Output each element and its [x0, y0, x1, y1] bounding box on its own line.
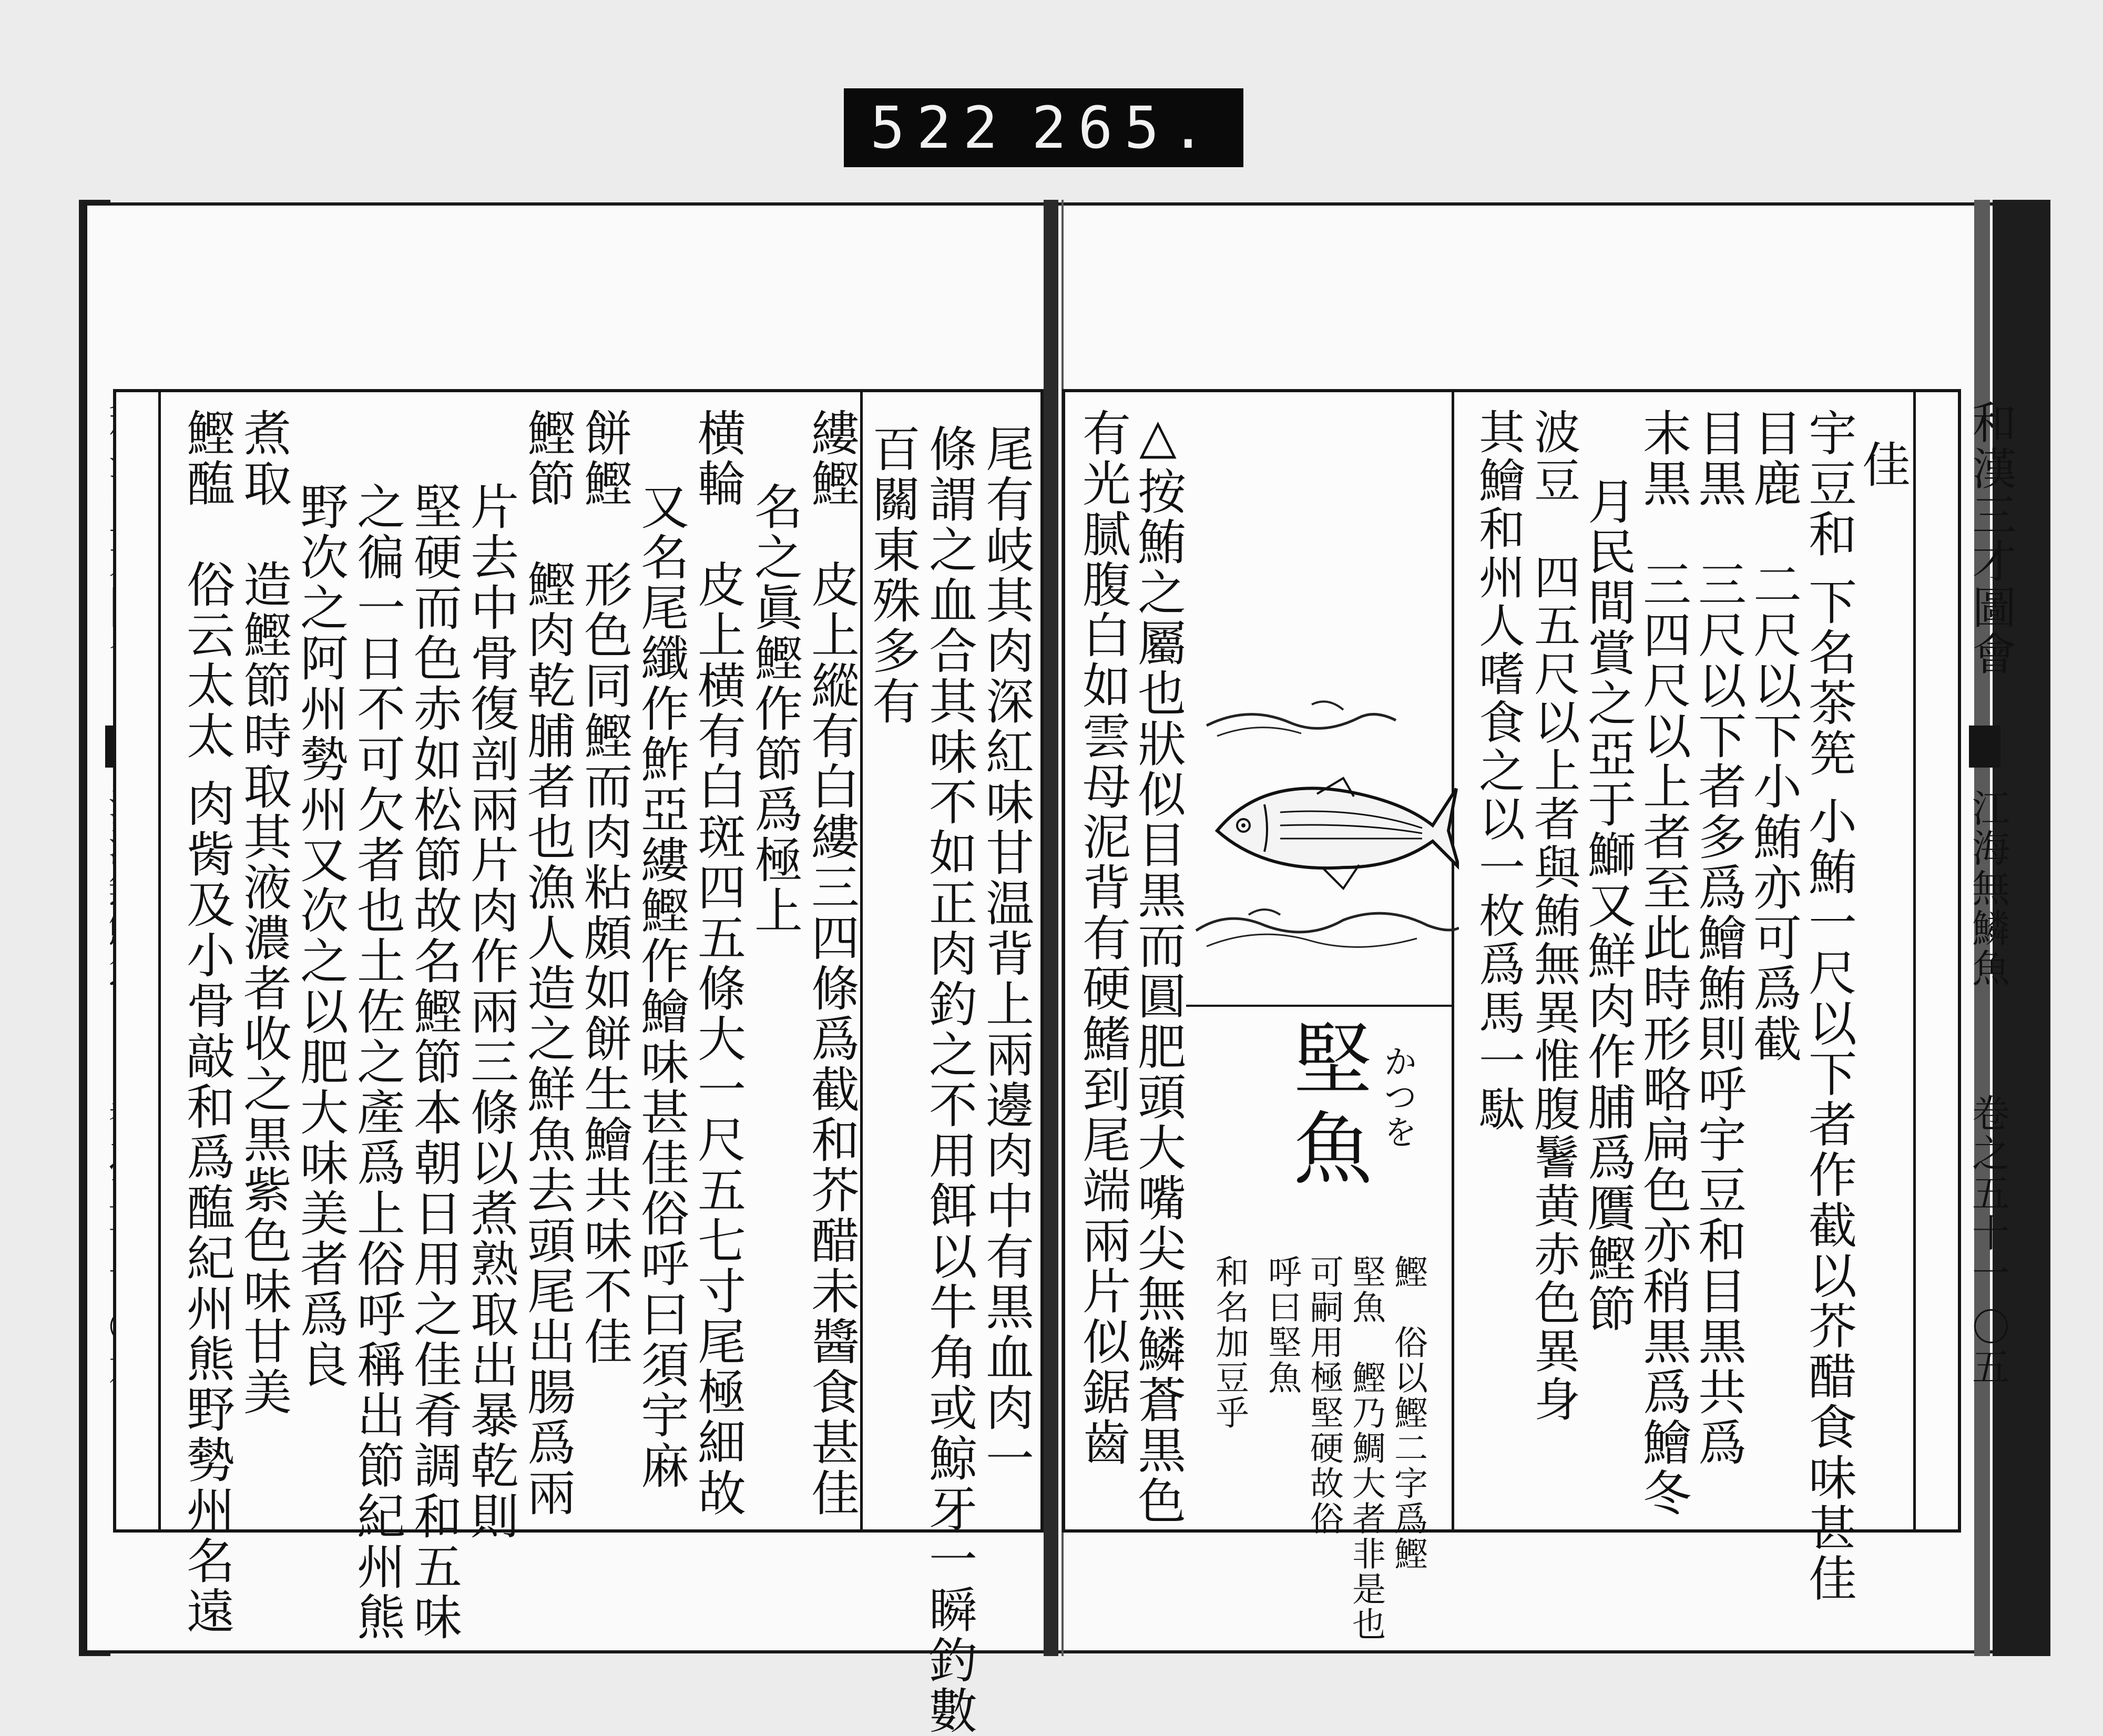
- left-col-1: 尾有岐其肉深紅味甘温背上兩邊肉中有黒血肉一: [978, 424, 1034, 1484]
- entry-note-4: 呼曰堅魚: [1262, 1254, 1301, 1395]
- right-col-1: 佳: [1854, 440, 1911, 490]
- right-margin-page: 卷之五十一 〇五: [1966, 1094, 2010, 1387]
- left-col-8: 餅鰹 形色同鰹而肉粘頗如餅生鱠共味不佳: [576, 408, 632, 1367]
- entry-note-5: 和名加豆乎: [1210, 1254, 1249, 1431]
- left-col-12: 之徧一日不可欠者也土佐之產爲上俗呼稱出節紀州熊: [349, 482, 405, 1642]
- left-col-4: 縷鰹 皮上縱有白縷三四條爲截和芥醋未醬食甚佳: [803, 408, 860, 1518]
- entry-title: 堅魚: [1280, 1018, 1371, 1197]
- right-col-8: 其鱠和州人嗜食之以一枚爲馬一駄: [1472, 408, 1526, 1133]
- left-col-3: 百關東殊多有: [864, 424, 921, 727]
- entry-note-2: 堅魚 鰹乃鯛大者非是也: [1346, 1254, 1385, 1642]
- right-margin-rule: [1913, 392, 1916, 1529]
- left-col-13: 野次之阿州勢州又次之以肥大味美者爲良: [292, 482, 349, 1390]
- book-gutter: [1044, 200, 1058, 1656]
- left-col-5: 名之眞鰹作節爲極上: [747, 482, 803, 936]
- left-margin-rule: [158, 392, 161, 1529]
- right-col-3: 目鹿 二尺以下小鮪亦可爲截: [1745, 408, 1802, 1064]
- right-col-5: 末黒 三四尺以上者至此時形略扁色亦稍黒爲鱠冬: [1635, 408, 1691, 1518]
- right-col-2: 宇豆和 下名茶筅 小鮪一尺以下者作截以芥醋食味甚佳: [1801, 408, 1857, 1604]
- right-col-4: 目黒 三尺以下者多爲鱠鮪則呼宇豆和目黒共爲: [1690, 408, 1747, 1468]
- film-number-right: 265.: [1032, 94, 1217, 161]
- left-col-7: 又名尾纖作鮓亞縷鰹作鱠味甚佳俗呼曰須宇麻: [633, 482, 689, 1491]
- right-col-6: 月民間賞之亞于鰤又鮮肉作脯爲贋鰹節: [1580, 476, 1636, 1334]
- left-page-frame: [113, 389, 1044, 1736]
- bonito-fish-illustration: [1186, 694, 1459, 1009]
- left-col-10: 片去中骨復剖兩片肉作兩三條以煮熟取出暴乾則: [463, 482, 519, 1541]
- left-col-11: 堅硬而色赤如松節故名鰹節本朝日用之佳肴調和五味: [406, 482, 462, 1642]
- left-col-2: 條謂之血合其味不如正肉釣之不用餌以牛角或鯨牙一瞬釣數: [921, 424, 977, 1736]
- right-col-7: 波豆 四五尺以上者與鮪無異惟腹鬐黄赤色異身: [1527, 408, 1581, 1424]
- left-col-9: 鰹節 鰹肉乾脯者也漁人造之鮮魚去頭尾出腸爲兩: [519, 408, 576, 1518]
- entry-reading: かつを: [1378, 1044, 1417, 1150]
- right-lower-col-1: △按鮪之屬也狀似目黒而圓肥頭大嘴尖無鱗蒼黒色: [1130, 408, 1186, 1526]
- film-number-label: [844, 88, 1243, 167]
- left-col-14: 煮取 造鰹節時取其液濃者收之黒紫色味甘美: [236, 408, 292, 1417]
- right-margin-title: 和漢三才圖會: [1965, 400, 2017, 677]
- film-number-left: 522: [870, 94, 1009, 161]
- right-margin-mark: [1969, 726, 2000, 768]
- left-col-rule: [860, 392, 863, 1529]
- left-col-6: 横輪 皮上横有白斑四五條大一尺五七寸尾極細故: [690, 408, 746, 1518]
- right-margin-section: 江海無鱗魚: [1966, 789, 2010, 988]
- right-lower-col-2: 有光腻腹白如雲母泥背有硬鰭到尾端兩片似鋸齒: [1075, 408, 1131, 1468]
- left-col-15: 鰹醢 俗云太太 肉胔及小骨敲和爲醢紀州熊野勢州名遠: [179, 408, 235, 1637]
- entry-note-3: 可嗣用極堅硬故俗: [1304, 1254, 1343, 1536]
- entry-note-1: 鰹 俗以鰹二字爲鰹: [1389, 1254, 1427, 1571]
